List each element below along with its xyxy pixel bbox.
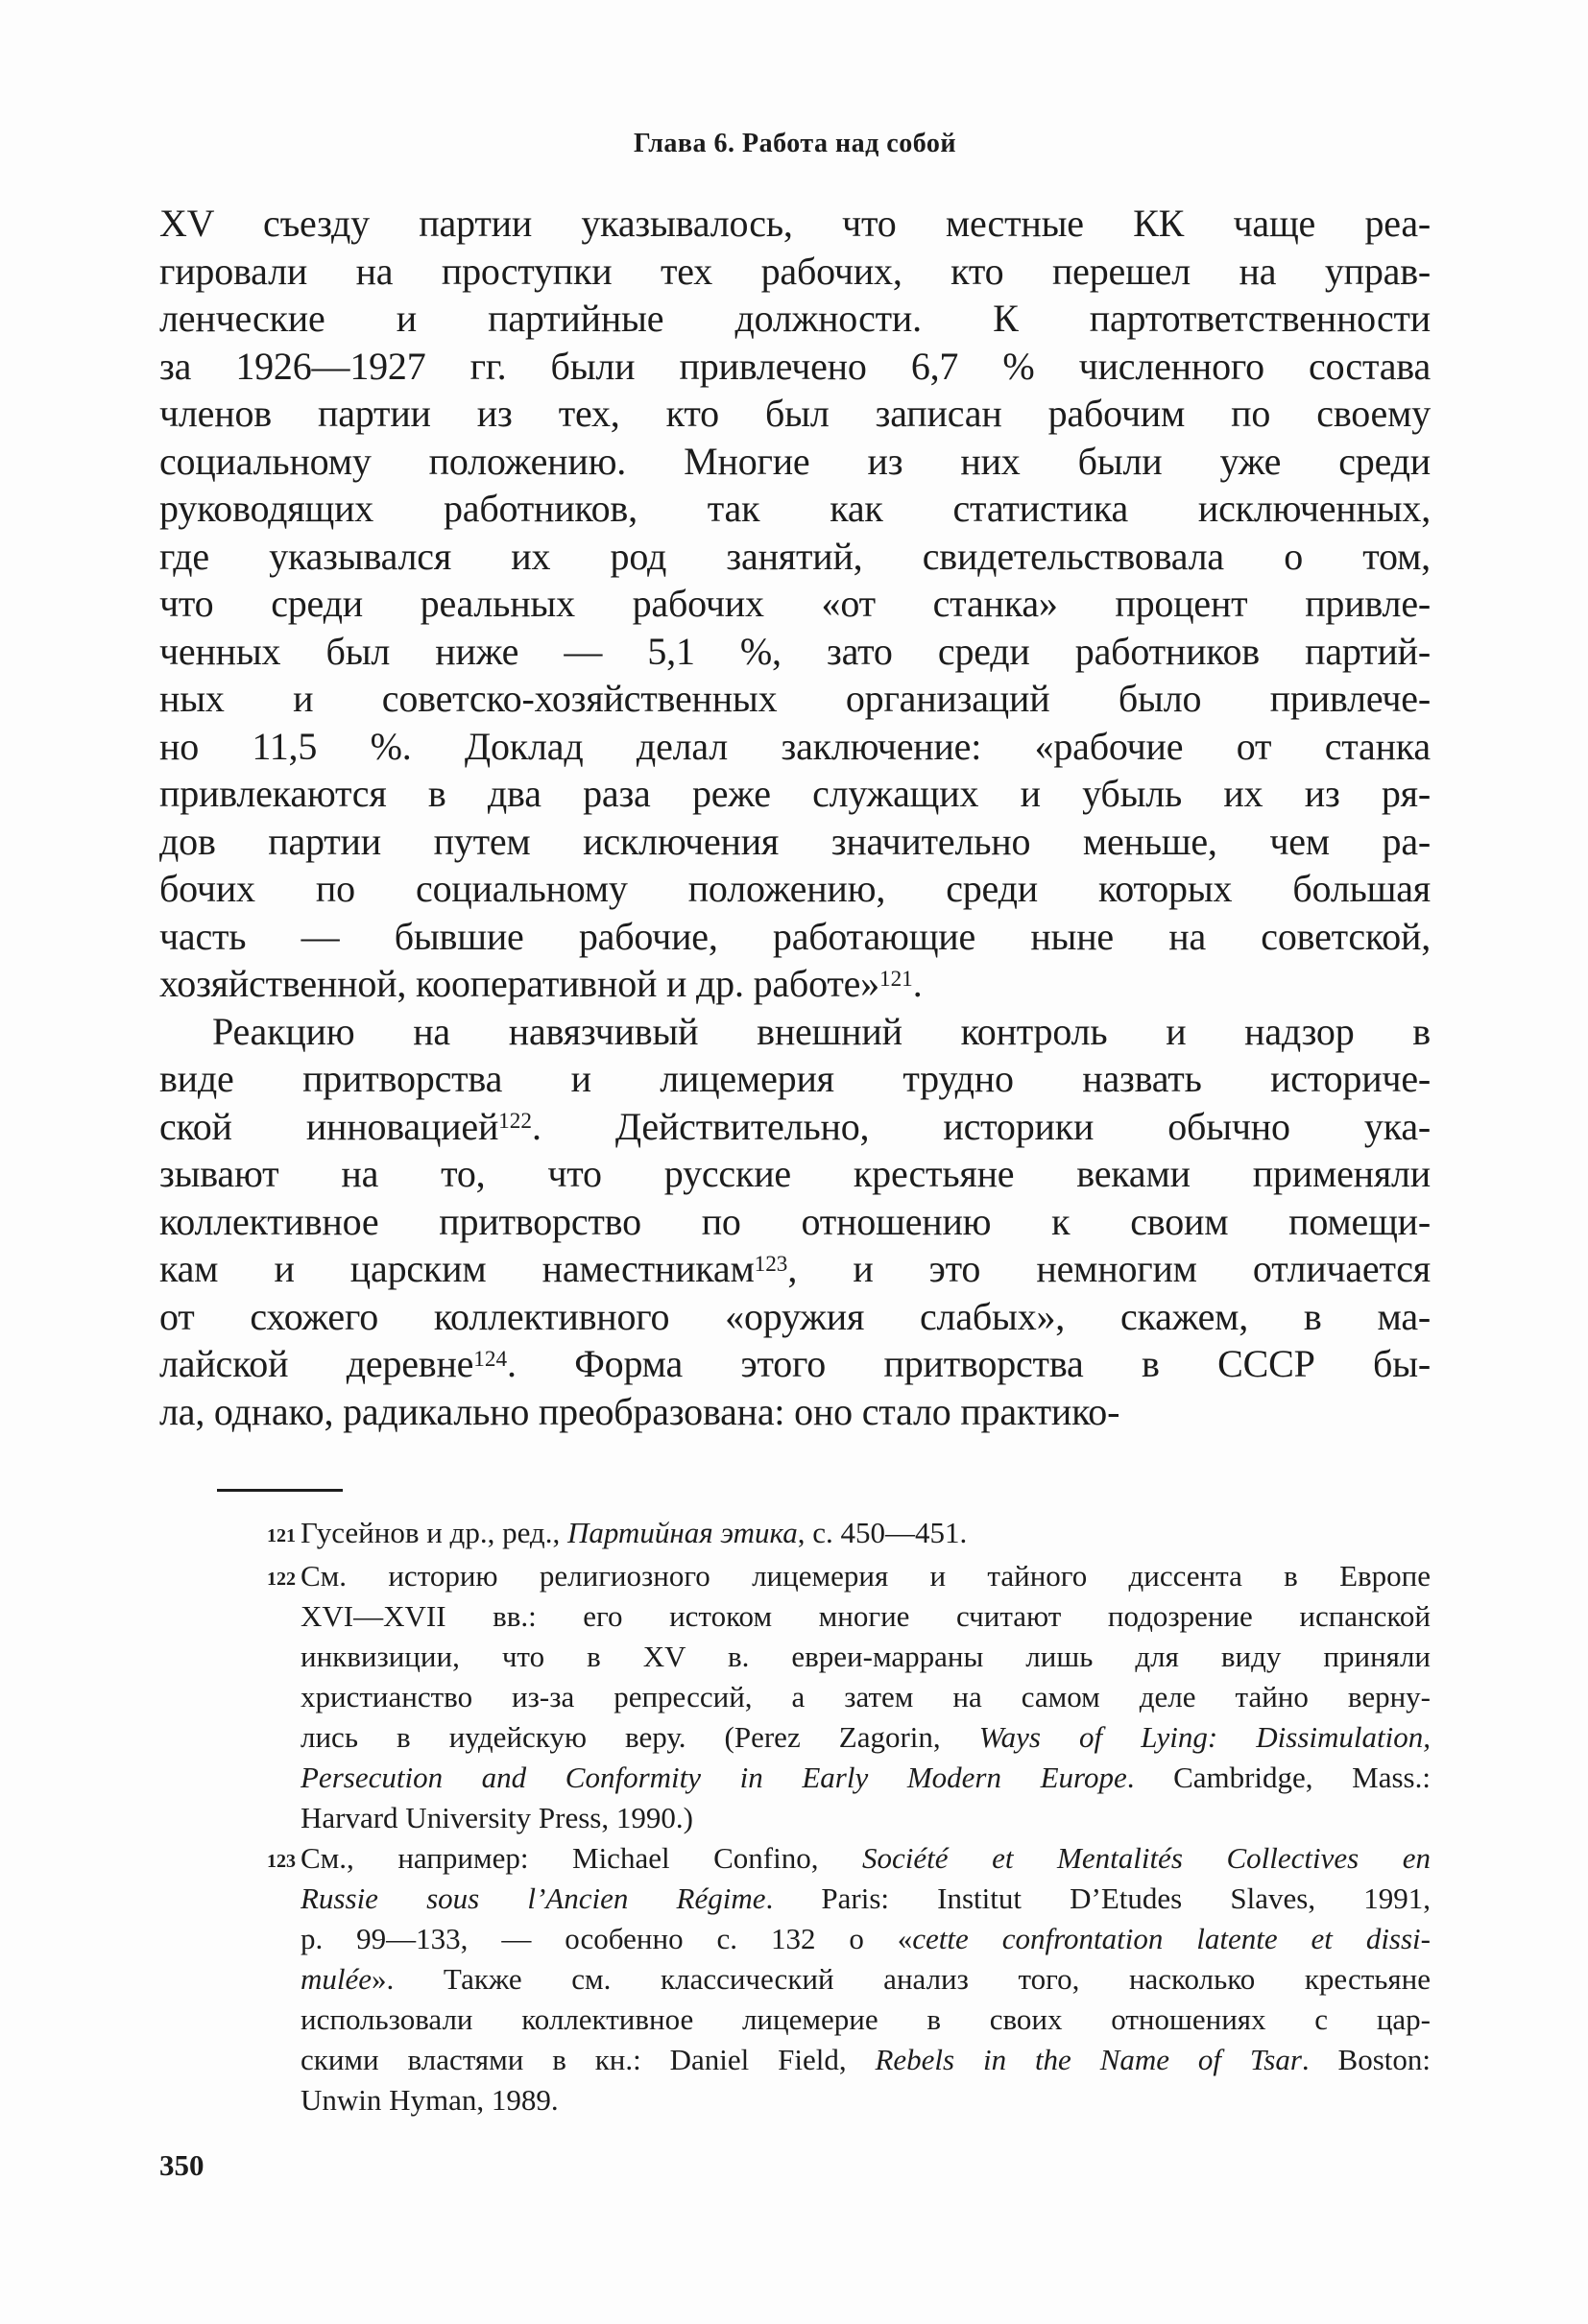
text-segment: Партийная этика — [566, 1516, 798, 1549]
text-segment: членов партии из тех, кто был записан рабочим по своему — [159, 392, 1431, 435]
text-line — [159, 1198, 1431, 1246]
text-segment: хозяйственной, кооперативной и др. работе» — [159, 962, 879, 1005]
text-segment: социальному положению. Многие из них были уже среди — [159, 439, 1431, 483]
text-segment: ленческие и партийные должности. К партответственности — [159, 297, 1431, 340]
text-segment: Ways of Lying: Dissimulation, — [978, 1720, 1431, 1754]
text-line — [159, 1340, 1431, 1388]
text-segment: XVI—XVII вв.: его истоком многие считают подозрение испанской — [301, 1599, 1431, 1633]
text-line — [301, 1838, 1431, 1879]
text-segment: скими властями в кн.: Daniel Field, — [301, 2043, 876, 2076]
text-segment: . Cambridge, Mass.: — [1126, 1761, 1431, 1794]
text-line — [301, 1879, 1431, 1919]
text-segment: руководящих работников, так как статистика исключенных, — [159, 487, 1431, 530]
text-line — [301, 1919, 1431, 1959]
text-line — [301, 2000, 1431, 2040]
footnote-marker: 121 — [267, 1525, 296, 1546]
text-line — [159, 1293, 1431, 1341]
text-line — [301, 1637, 1431, 1677]
footnote-121 — [159, 1513, 1431, 1556]
text-line — [159, 1150, 1431, 1198]
footnote-text — [301, 1513, 1431, 1553]
text-line — [159, 913, 1431, 961]
text-line — [301, 1596, 1431, 1637]
text-line — [159, 675, 1431, 723]
text-line — [159, 295, 1431, 343]
footnote-rule — [217, 1489, 343, 1492]
text-line — [159, 770, 1431, 818]
text-segment: привлекаются в два раза реже служащих и убыль их из ря- — [159, 772, 1431, 815]
text-line — [159, 580, 1431, 628]
text-segment: часть — бывшие рабочие, работающие ныне на советской, — [159, 914, 1431, 958]
text-segment: коллективное притворство по отношению к своим помещи- — [159, 1199, 1431, 1243]
footnote-text — [301, 1556, 1431, 1838]
text-segment: инквизиции, что в XV в. евреи-марраны лишь для виду приняли — [301, 1640, 1431, 1673]
text-segment: бочих по социальному положению, среди которых большая — [159, 867, 1431, 910]
footnote-ref: 121 — [878, 966, 913, 992]
text-segment: что среди реальных рабочих «от станка» процент привле- — [159, 582, 1431, 625]
text-line — [159, 865, 1431, 913]
body-text — [159, 200, 1431, 1435]
text-line — [159, 533, 1431, 581]
text-segment: См., например: Michael Confino, — [301, 1841, 863, 1875]
text-line — [159, 1245, 1431, 1293]
text-line — [301, 1513, 1431, 1553]
page-number: 350 — [159, 2148, 205, 2182]
text-line — [159, 248, 1431, 296]
text-segment: лайской деревне — [159, 1342, 474, 1385]
text-line — [159, 390, 1431, 438]
text-segment: ской инновацией — [159, 1104, 499, 1148]
text-line — [159, 1008, 1431, 1056]
text-segment: Société et Mentalités Collectives en — [862, 1841, 1431, 1875]
text-segment: ных и советско-хозяйственных организаций было привлече- — [159, 677, 1431, 720]
text-line — [301, 1556, 1431, 1596]
text-segment: См. историю религиозного лицемерия и тайного диссента в Европе — [301, 1559, 1431, 1593]
text-line — [159, 1055, 1431, 1103]
text-segment: , и это немногим отличается — [787, 1247, 1431, 1290]
text-line — [159, 200, 1431, 248]
text-segment: ченных был ниже — 5,1 %, зато среди работников партий- — [159, 629, 1431, 673]
text-segment: XV съезду партии указывалось, что местные КК чаще реа- — [159, 202, 1431, 245]
footnote-ref: 123 — [754, 1251, 788, 1277]
text-segment: . Paris: Institut D’Etudes Slaves, 1991, — [765, 1881, 1431, 1915]
text-segment: Unwin Hyman, 1989. — [301, 2083, 559, 2117]
text-segment: виде притворства и лицемерия трудно назвать историче- — [159, 1057, 1431, 1100]
text-line — [159, 343, 1431, 391]
text-segment: Rebels in the Name of Tsar — [875, 2043, 1302, 2076]
text-segment: ». Также см. классический анализ того, насколько крестьяне — [372, 1962, 1431, 1996]
text-segment: гировали на проступки тех рабочих, кто перешел на управ- — [159, 249, 1431, 293]
text-segment: Russie sous l’Ancien Régime — [301, 1881, 766, 1915]
text-line — [301, 2040, 1431, 2080]
text-line — [301, 1677, 1431, 1717]
text-segment: Гусейнов и др., ред., — [301, 1516, 567, 1549]
text-line — [301, 2080, 1431, 2120]
text-line — [159, 960, 1431, 1008]
text-line — [159, 485, 1431, 533]
text-segment: . Действительно, историки обычно ука- — [531, 1104, 1431, 1148]
text-segment: . — [912, 962, 923, 1005]
text-line — [301, 1959, 1431, 2000]
text-segment: кам и царским наместникам — [159, 1247, 755, 1290]
footnote-ref: 124 — [473, 1346, 508, 1372]
text-segment: Persecution and Conformity in Early Modern Europe — [301, 1761, 1127, 1794]
paragraph-2 — [159, 1008, 1431, 1436]
text-segment: использовали коллективное лицемерие в своих отношениях с цар- — [301, 2002, 1431, 2036]
running-head: Глава 6. Работа над собой — [634, 129, 956, 158]
text-line — [159, 628, 1431, 676]
text-segment: cette confrontation latente et dissi- — [912, 1922, 1431, 1955]
footnote-ref: 122 — [498, 1109, 532, 1135]
text-segment: Harvard University Press, 1990.) — [301, 1801, 693, 1834]
text-segment: зывают на то, что русские крестьяне веками применяли — [159, 1152, 1431, 1195]
text-segment: . Форма этого притворства в СССР бы- — [507, 1342, 1432, 1385]
text-segment: ла, однако, радикально преобразована: оно стало практико- — [159, 1389, 1120, 1433]
text-line — [159, 818, 1431, 866]
footnote-123 — [159, 1838, 1431, 2120]
text-line — [159, 438, 1431, 486]
text-segment: лись в иудейскую веру. (Perez Zagorin, — [301, 1720, 979, 1754]
text-line — [301, 1798, 1431, 1838]
footnotes — [159, 1513, 1431, 2120]
footnote-122 — [159, 1556, 1431, 1838]
text-segment: от схожего коллективного «оружия слабых», скажем, в ма- — [159, 1294, 1431, 1338]
paragraph-1 — [159, 200, 1431, 1008]
text-segment: но 11,5 %. Доклад делал заключение: «рабочие от станка — [159, 724, 1431, 768]
text-segment: Реакцию на навязчивый внешний контроль и надзор в — [212, 1009, 1431, 1053]
text-segment: mulée — [301, 1962, 373, 1996]
footnote-text — [301, 1838, 1431, 2120]
text-segment: , с. 450—451. — [797, 1516, 968, 1549]
text-segment: христианство из-за репрессий, а затем на самом деле тайно верну- — [301, 1680, 1431, 1713]
footnote-marker: 123 — [267, 1851, 296, 1872]
text-line — [301, 1717, 1431, 1758]
text-segment: за 1926—1927 гг. были привлечено 6,7 % численного состава — [159, 344, 1431, 388]
text-segment: p. 99—133, — особенно с. 132 о « — [301, 1922, 913, 1955]
text-line — [159, 1103, 1431, 1151]
text-line — [159, 723, 1431, 771]
text-line — [301, 1758, 1431, 1798]
text-segment: . Boston: — [1301, 2043, 1431, 2076]
footnote-marker: 122 — [267, 1569, 296, 1590]
text-segment: где указывался их род занятий, свидетельствовала о том, — [159, 534, 1431, 578]
text-segment: дов партии путем исключения значительно меньше, чем ра- — [159, 819, 1431, 863]
text-line — [159, 1388, 1431, 1436]
